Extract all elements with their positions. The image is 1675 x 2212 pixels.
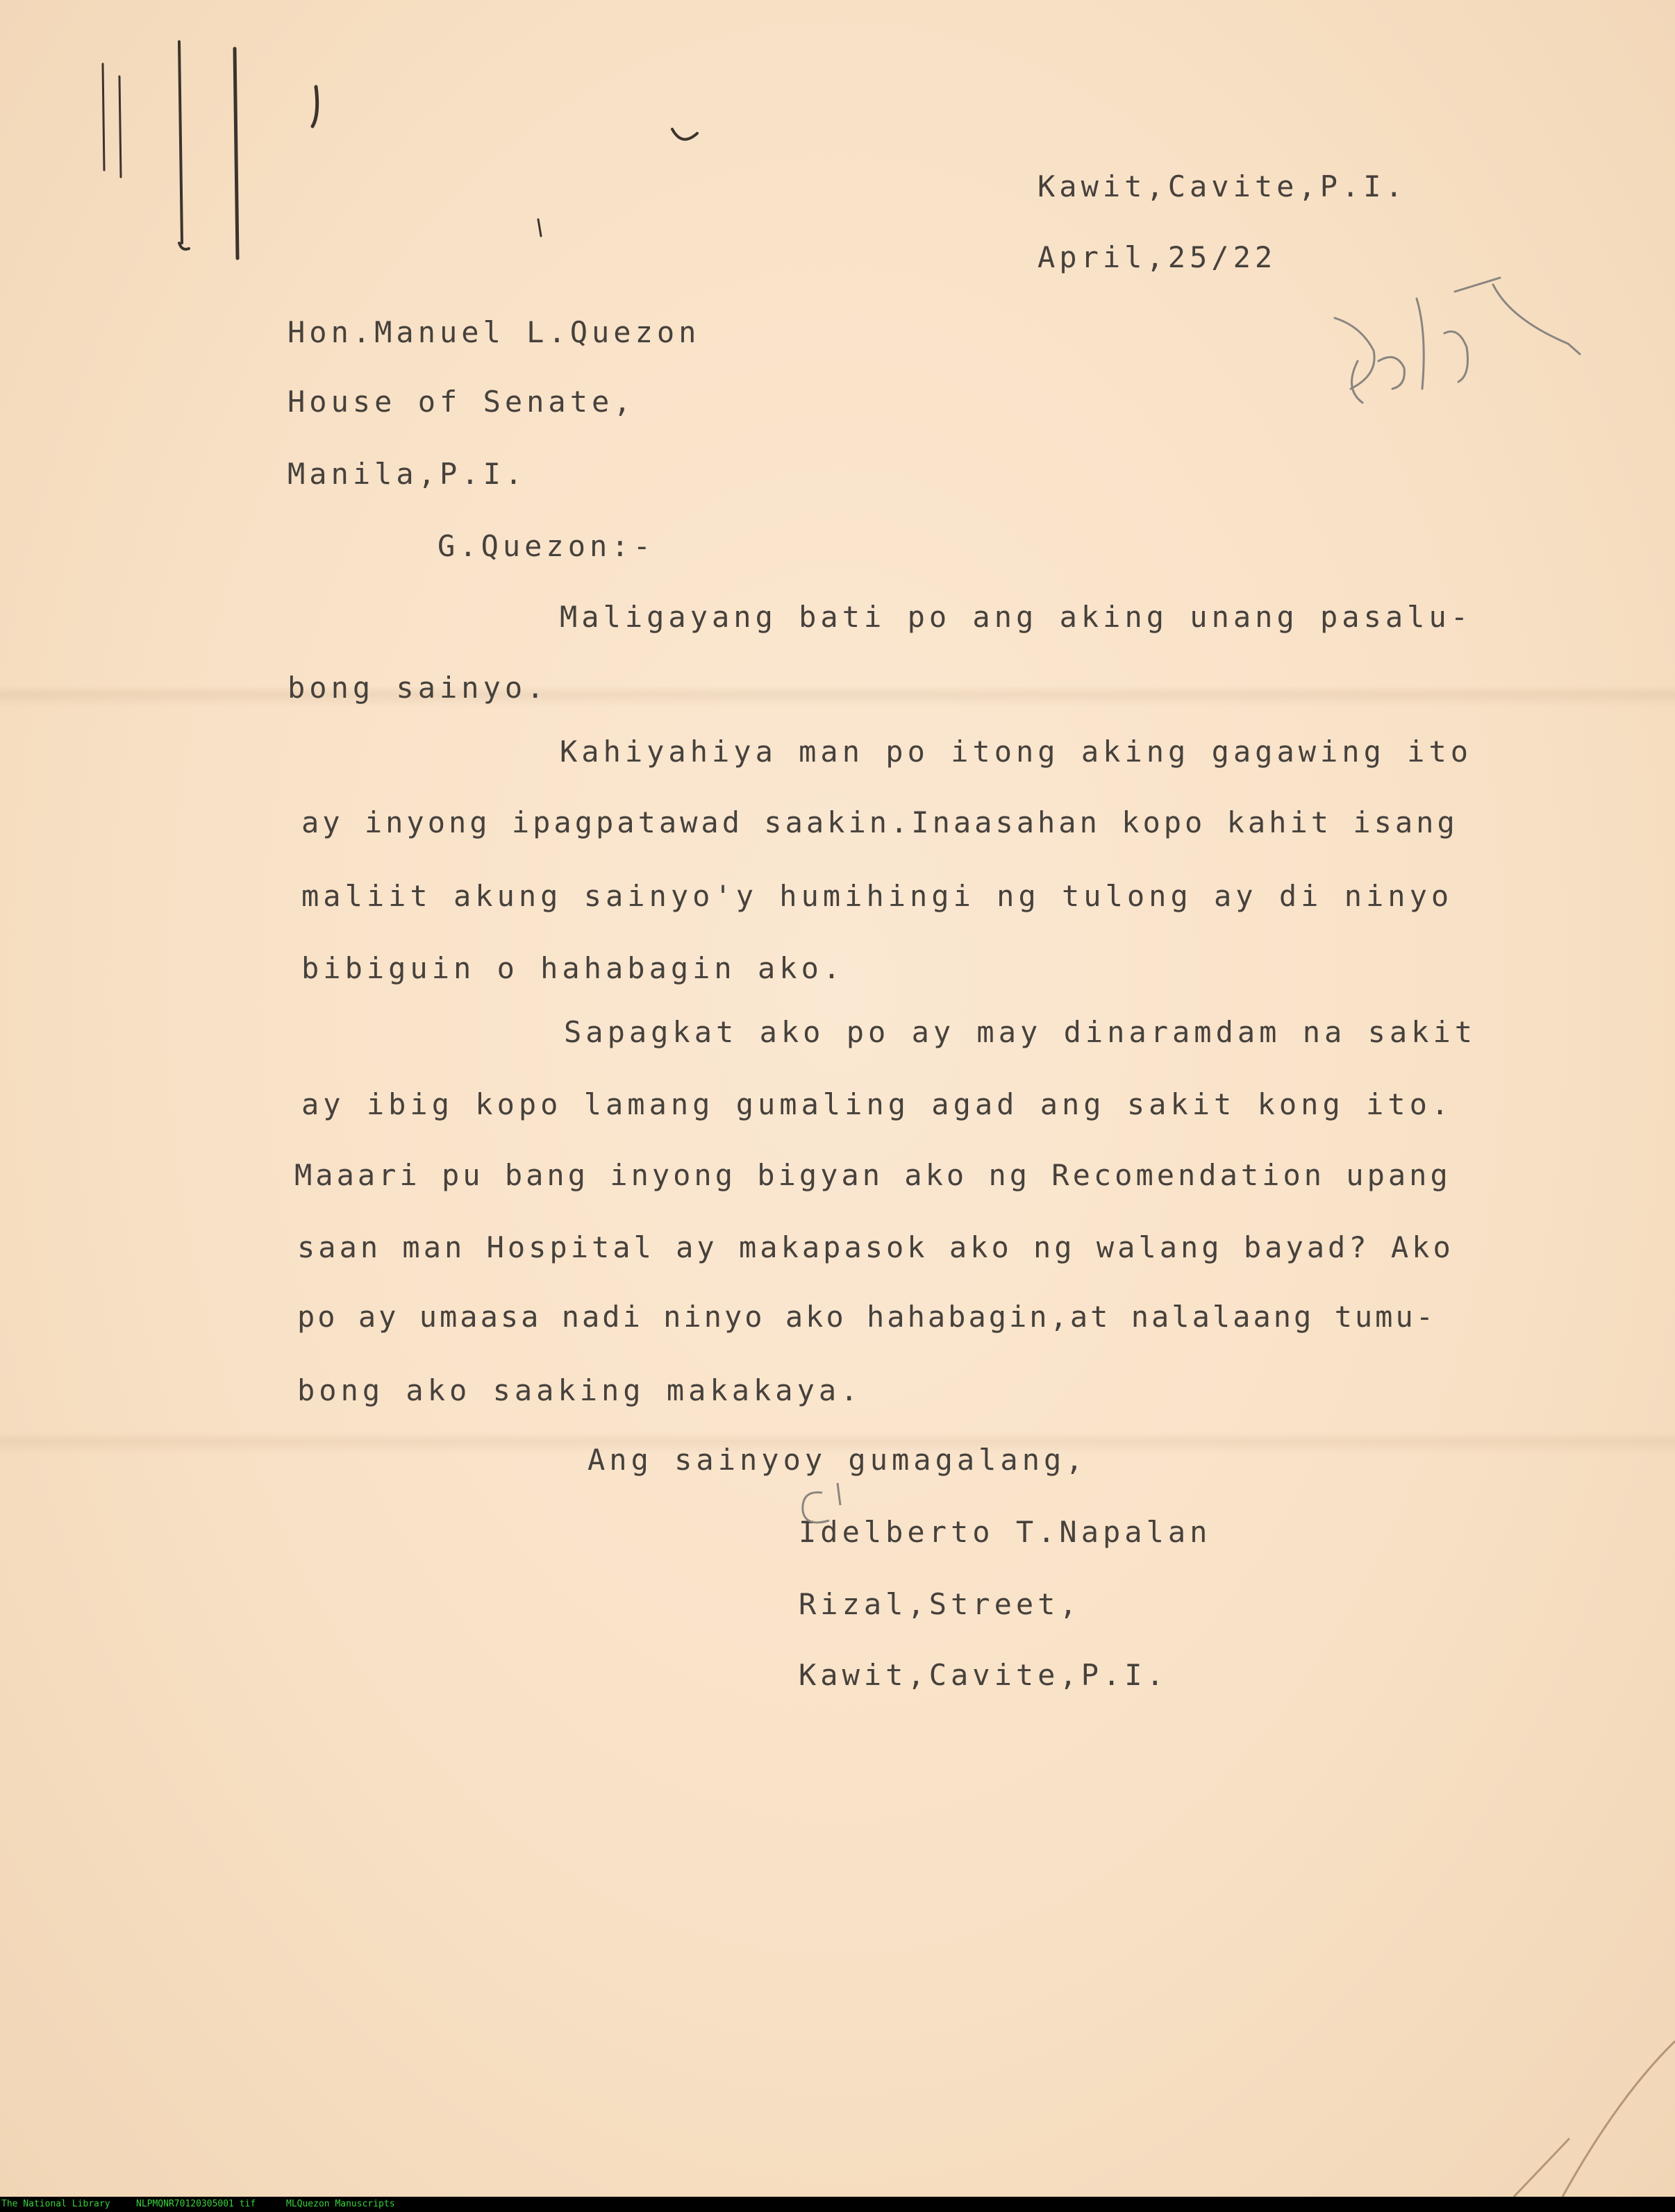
recipient-city: Manila,P.I. xyxy=(288,457,527,491)
footer-file-id: NLPMQNR70120305001 tif xyxy=(136,2199,256,2209)
body-line: Maligayang bati po ang aking unang pasalu- xyxy=(560,600,1473,634)
recipient-office: House of Senate, xyxy=(288,385,635,419)
paper-corner-fold xyxy=(1514,2041,1675,2197)
archive-footer xyxy=(0,2197,1675,2212)
body-line: ay inyong ipagpatawad saakin.Inaasahan kopo kahit isang xyxy=(301,805,1458,839)
body-line: bong ako saaking makakaya. xyxy=(297,1373,862,1407)
body-line: Kahiyahiya man po itong aking gagawing ito xyxy=(560,735,1473,769)
body-line: po ay umaasa nadi ninyo ako hahabagin,at nalalaang tumu- xyxy=(297,1300,1437,1334)
footer-collection: MLQuezon Manuscripts xyxy=(286,2199,395,2209)
signature-name: Idelberto T.Napalan xyxy=(799,1515,1212,1549)
handwritten-initials xyxy=(781,1477,878,1540)
pencil-note-mark xyxy=(1335,278,1580,403)
body-line: bibiguin o hahabagin ako. xyxy=(301,951,845,985)
binding-marks xyxy=(103,42,697,258)
body-line: ay ibig kopo lamang gumaling agad ang sakit kong ito. xyxy=(301,1087,1453,1121)
date-line: April,25/22 xyxy=(1038,240,1277,274)
salutation: G.Quezon:- xyxy=(438,529,655,563)
recipient-name: Hon.Manuel L.Quezon xyxy=(288,315,701,349)
body-line: Sapagkat ako po ay may dinaramdam na sakit xyxy=(564,1015,1477,1049)
footer-institution: The National Library xyxy=(1,2199,110,2209)
body-line: bong sainyo. xyxy=(288,671,549,705)
signature-street: Rizal,Street, xyxy=(799,1587,1081,1621)
closing-line: Ang sainyoy gumagalang, xyxy=(588,1443,1088,1477)
body-line: Maaari pu bang inyong bigyan ako ng Recomendation upang xyxy=(294,1158,1451,1192)
place-line: Kawit,Cavite,P.I. xyxy=(1038,169,1407,203)
signature-town: Kawit,Cavite,P.I. xyxy=(799,1658,1168,1692)
body-line: saan man Hospital ay makapasok ako ng walang bayad? Ako xyxy=(297,1230,1454,1264)
body-line: maliit akung sainyo'y humihingi ng tulong ay di ninyo xyxy=(301,879,1453,913)
